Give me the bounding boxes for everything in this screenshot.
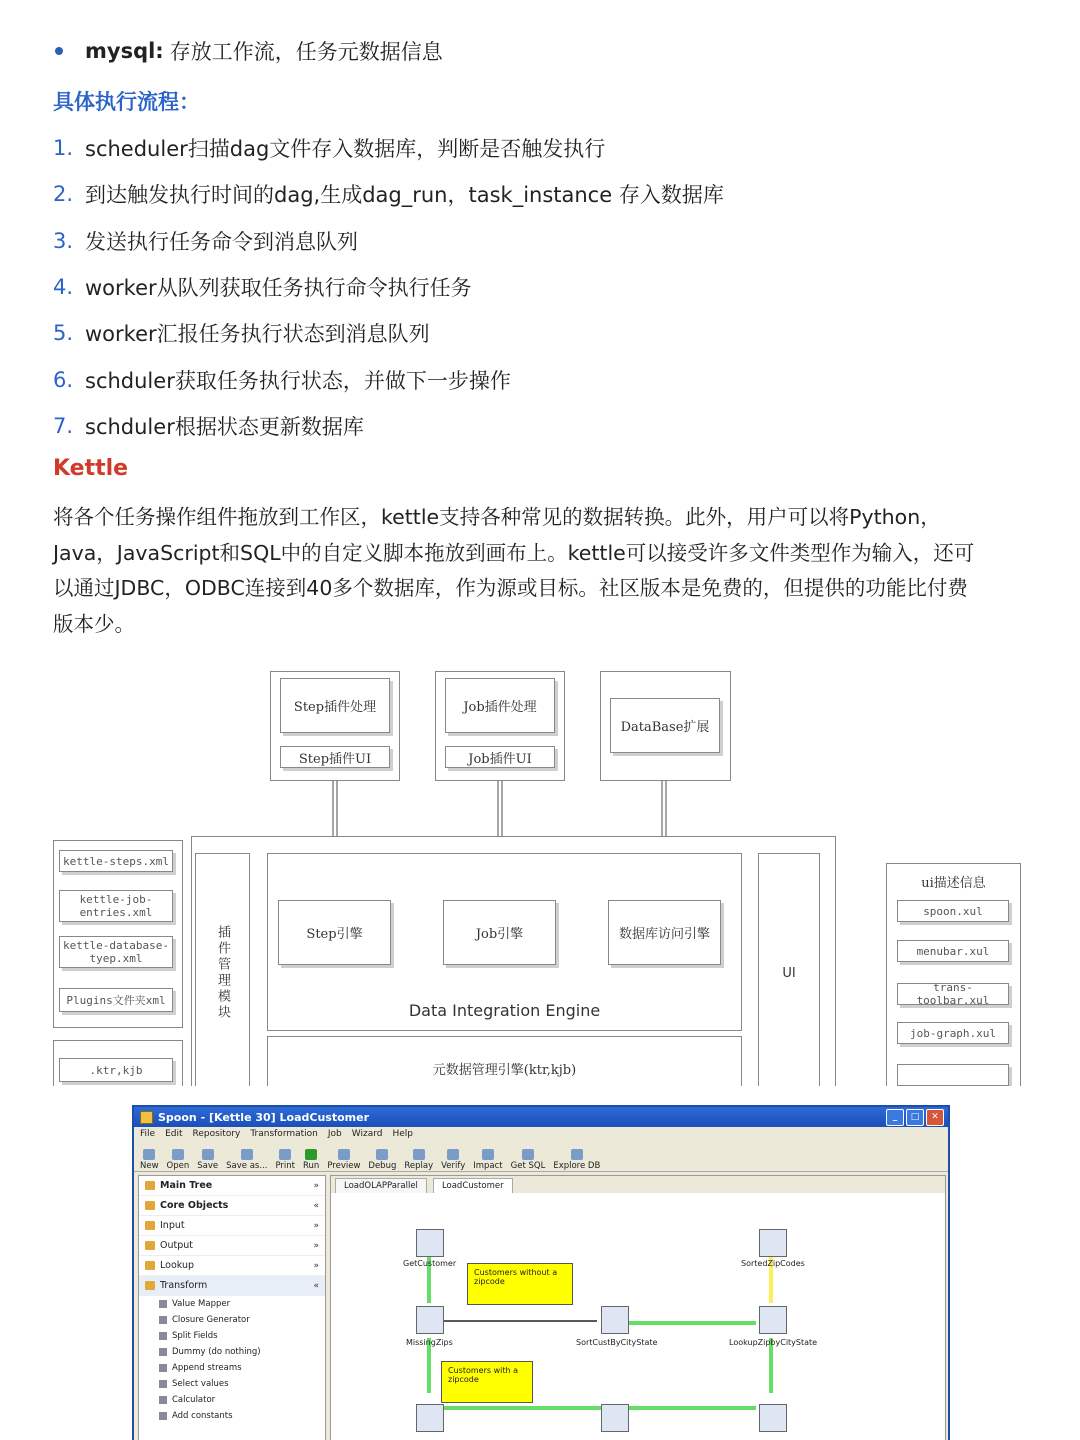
db-access-engine-box: 数据库访问引擎 (608, 900, 721, 965)
list-item (53, 356, 724, 402)
impact-icon (482, 1149, 494, 1160)
step-engine-box: Step引擎 (278, 900, 391, 965)
chevron-down-icon: » (313, 1220, 319, 1231)
step-lookup-zip-icon[interactable] (759, 1306, 787, 1334)
step-bottom-mid-icon[interactable] (601, 1404, 629, 1432)
menu-repository[interactable]: Repository (192, 1129, 241, 1139)
step-number: 1. (53, 136, 74, 161)
toolbar-replay-button[interactable]: Replay (404, 1149, 433, 1171)
menu-file[interactable]: File (140, 1129, 156, 1139)
menu-transformation[interactable]: Transformation (250, 1129, 318, 1139)
step-text: worker汇报任务执行状态到消息队列 (85, 322, 430, 347)
folder-icon (145, 1181, 155, 1190)
list-item (53, 218, 724, 264)
step-get-customer-icon[interactable] (416, 1229, 444, 1257)
step-number: 6. (53, 367, 74, 392)
mysql-bullet (55, 36, 443, 66)
category-output[interactable]: Output » (139, 1236, 325, 1256)
kettle-heading: Kettle (53, 456, 129, 481)
spoon-toolbar (134, 1141, 948, 1172)
get-sql-icon (522, 1149, 534, 1160)
open-icon (172, 1149, 184, 1160)
list-item (53, 310, 724, 356)
file-spoon-xul: spoon.xul (897, 900, 1009, 922)
calculator-icon (159, 1396, 167, 1404)
save-icon (202, 1149, 214, 1160)
add-constants-icon (159, 1412, 167, 1420)
append-streams-icon (159, 1364, 167, 1372)
note-customers-without-zip[interactable]: Customers without a zipcode (467, 1263, 573, 1305)
folder-icon (145, 1221, 155, 1230)
folder-icon (145, 1281, 155, 1290)
debug-icon (376, 1149, 388, 1160)
step-label: SortCustByCityState (576, 1338, 658, 1347)
step-sorted-zipcodes-icon[interactable] (759, 1229, 787, 1257)
menu-edit[interactable]: Edit (165, 1129, 183, 1139)
print-icon (279, 1149, 291, 1160)
toolbar-debug-button[interactable]: Debug (368, 1149, 396, 1171)
ui-desc-group: ui描述信息 (886, 863, 1021, 1086)
file-plugins-folder: Plugins文件夹xml (59, 988, 173, 1012)
step-number: 2. (53, 182, 74, 207)
paragraph-line: 将各个任务操作组件拖放到工作区，kettle支持各种常见的数据转换。此外，用户可以将Python， (53, 505, 941, 529)
toolbar-saveas-button[interactable]: Save as... (226, 1149, 267, 1171)
menu-help[interactable]: Help (392, 1129, 413, 1139)
flow-steps-list (53, 125, 724, 449)
tree-core-objects[interactable]: Core Objects « (139, 1196, 325, 1216)
db-ext-box: DataBase扩展 (610, 698, 720, 753)
file-trans-toolbar-xul: trans-toolbar.xul (897, 983, 1009, 1005)
list-item[interactable]: Closure Generator (139, 1312, 325, 1328)
menu-job[interactable]: Job (327, 1129, 342, 1139)
tab-load-olap-parallel[interactable]: LoadOLAPParallel (335, 1178, 427, 1193)
step-number: 5. (53, 321, 74, 346)
file-ktr-kjb: .ktr,kjb (59, 1058, 173, 1082)
spoon-menubar (134, 1127, 948, 1141)
list-item (53, 403, 724, 449)
canvas-tabs (331, 1176, 945, 1193)
list-item (53, 125, 724, 171)
step-number: 7. (53, 413, 74, 438)
file-other-xul (897, 1064, 1009, 1086)
flow-heading: 具体执行流程： (53, 90, 200, 114)
chevron-up-icon: « (313, 1280, 319, 1291)
job-engine-box: Job引擎 (443, 900, 556, 965)
verify-icon (447, 1149, 459, 1160)
step-ui-box: Step插件UI (280, 746, 390, 768)
bullet-text: 存放工作流，任务元数据信息 (169, 40, 443, 64)
step-number: 4. (53, 275, 74, 300)
toolbar-print-button[interactable]: Print (275, 1149, 295, 1171)
list-item[interactable]: Value Mapper (139, 1296, 325, 1312)
menu-wizard[interactable]: Wizard (351, 1129, 383, 1139)
file-kettle-job-entries: kettle-job-entries.xml (59, 890, 173, 922)
list-item[interactable]: Add constants (139, 1408, 325, 1424)
split-fields-icon (159, 1332, 167, 1340)
toolbar-exploredb-button[interactable]: Explore DB (553, 1149, 600, 1171)
toolbar-impact-button[interactable]: Impact (473, 1149, 502, 1171)
folder-icon (145, 1201, 155, 1210)
close-icon[interactable]: ✕ (926, 1109, 944, 1126)
list-item[interactable]: Split Fields (139, 1328, 325, 1344)
toolbar-getsql-button[interactable]: Get SQL (511, 1149, 546, 1171)
step-text: schduler根据状态更新数据库 (85, 414, 364, 439)
toolbar-verify-button[interactable]: Verify (441, 1149, 465, 1171)
step-number: 3. (53, 228, 74, 253)
spoon-app-icon (140, 1111, 153, 1124)
category-transform[interactable]: Transform « (139, 1276, 325, 1296)
bullet-term: mysql: (85, 39, 164, 63)
category-input[interactable]: Input » (139, 1216, 325, 1236)
step-bottom-left-icon[interactable] (416, 1404, 444, 1432)
list-item[interactable]: Select values (139, 1376, 325, 1392)
dummy-icon (159, 1348, 167, 1356)
list-item (53, 264, 724, 310)
step-sort-cust-icon[interactable] (601, 1306, 629, 1334)
ui-box: UI (758, 853, 820, 1086)
transformation-canvas[interactable] (330, 1175, 946, 1440)
paragraph-line: Java，JavaScript和SQL中的自定义脚本拖放到画布上。kettle可以接受许多文件类型作为输入，还可 (53, 540, 975, 565)
bullet-dot-icon (55, 47, 63, 55)
preview-icon (338, 1149, 350, 1160)
run-icon (305, 1149, 317, 1160)
step-missing-zips-icon[interactable] (416, 1306, 444, 1334)
note-customers-with-zip[interactable]: Customers with a zipcode (441, 1361, 533, 1403)
step-label: MissingZips (406, 1338, 453, 1347)
spoon-title-bar (134, 1107, 948, 1127)
chevron-down-icon: » (313, 1260, 319, 1271)
tree-main[interactable]: Main Tree » (139, 1176, 325, 1196)
folder-icon (145, 1261, 155, 1270)
file-kettle-steps: kettle-steps.xml (59, 850, 173, 872)
step-text: schduler获取任务执行状态，并做下一步操作 (85, 368, 511, 393)
kettle-architecture-diagram (53, 668, 1028, 1086)
list-item (53, 171, 724, 217)
file-kettle-database-type: kettle-database-tyep.xml (59, 936, 173, 968)
metadata-engine-box: 元数据管理引擎(ktr,kjb) (267, 1036, 742, 1086)
spoon-window (132, 1105, 950, 1440)
paragraph-line: 版本少。 (53, 611, 135, 636)
step-text: worker从队列获取任务执行命令执行任务 (85, 276, 472, 301)
step-label: LookupZipbyCityState (729, 1338, 818, 1347)
select-values-icon (159, 1380, 167, 1388)
replay-icon (413, 1149, 425, 1160)
spoon-tree-panel (138, 1175, 326, 1440)
list-item[interactable]: Dummy (do nothing) (139, 1344, 325, 1360)
list-item[interactable]: Append streams (139, 1360, 325, 1376)
job-ui-box: Job插件UI (445, 746, 555, 768)
file-job-graph-xul: job-graph.xul (897, 1022, 1009, 1044)
toolbar-run-button[interactable]: Run (303, 1149, 319, 1171)
step-text: 到达触发执行时间的dag,生成dag_run，task_instance 存入数据库 (85, 183, 724, 208)
maximize-icon[interactable]: □ (906, 1109, 924, 1126)
tab-load-customer[interactable]: LoadCustomer (433, 1178, 513, 1193)
chevron-up-icon: « (313, 1200, 319, 1211)
category-lookup[interactable]: Lookup » (139, 1256, 325, 1276)
explore-db-icon (571, 1149, 583, 1160)
toolbar-open-button[interactable]: Open (167, 1149, 190, 1171)
paragraph-line: 以通过JDBC，ODBC连接到40多个数据库，作为源或目标。社区版本是免费的，但提供的功能比付费 (53, 576, 968, 600)
data-integration-engine: Data Integration Engine (267, 853, 742, 1031)
chevron-down-icon: » (313, 1180, 319, 1191)
toolbar-new-button[interactable]: New (140, 1149, 159, 1171)
job-plugin-box: Job插件处理 (445, 678, 555, 733)
spoon-title: Spoon - [Kettle 30] LoadCustomer (158, 1110, 370, 1124)
save-as-icon (241, 1149, 253, 1160)
step-plugin-box: Step插件处理 (280, 678, 390, 733)
toolbar-save-button[interactable]: Save (197, 1149, 218, 1171)
step-bottom-right-icon[interactable] (759, 1404, 787, 1432)
kettle-paragraph (53, 500, 1033, 642)
plugin-mgmt-module: 插件管理模块 (195, 853, 250, 1086)
value-mapper-icon (159, 1300, 167, 1308)
step-label: SortedZipCodes (741, 1259, 805, 1268)
chevron-down-icon: » (313, 1240, 319, 1251)
step-text: scheduler扫描dag文件存入数据库，判断是否触发执行 (85, 137, 606, 162)
folder-icon (145, 1241, 155, 1250)
toolbar-preview-button[interactable]: Preview (327, 1149, 360, 1171)
list-item[interactable]: Calculator (139, 1392, 325, 1408)
file-menubar-xul: menubar.xul (897, 940, 1009, 962)
minimize-icon[interactable]: _ (886, 1109, 904, 1126)
closure-generator-icon (159, 1316, 167, 1324)
new-icon (143, 1149, 155, 1160)
step-label: GetCustomer (403, 1259, 457, 1268)
window-controls (886, 1109, 944, 1126)
step-text: 发送执行任务命令到消息队列 (85, 229, 358, 254)
